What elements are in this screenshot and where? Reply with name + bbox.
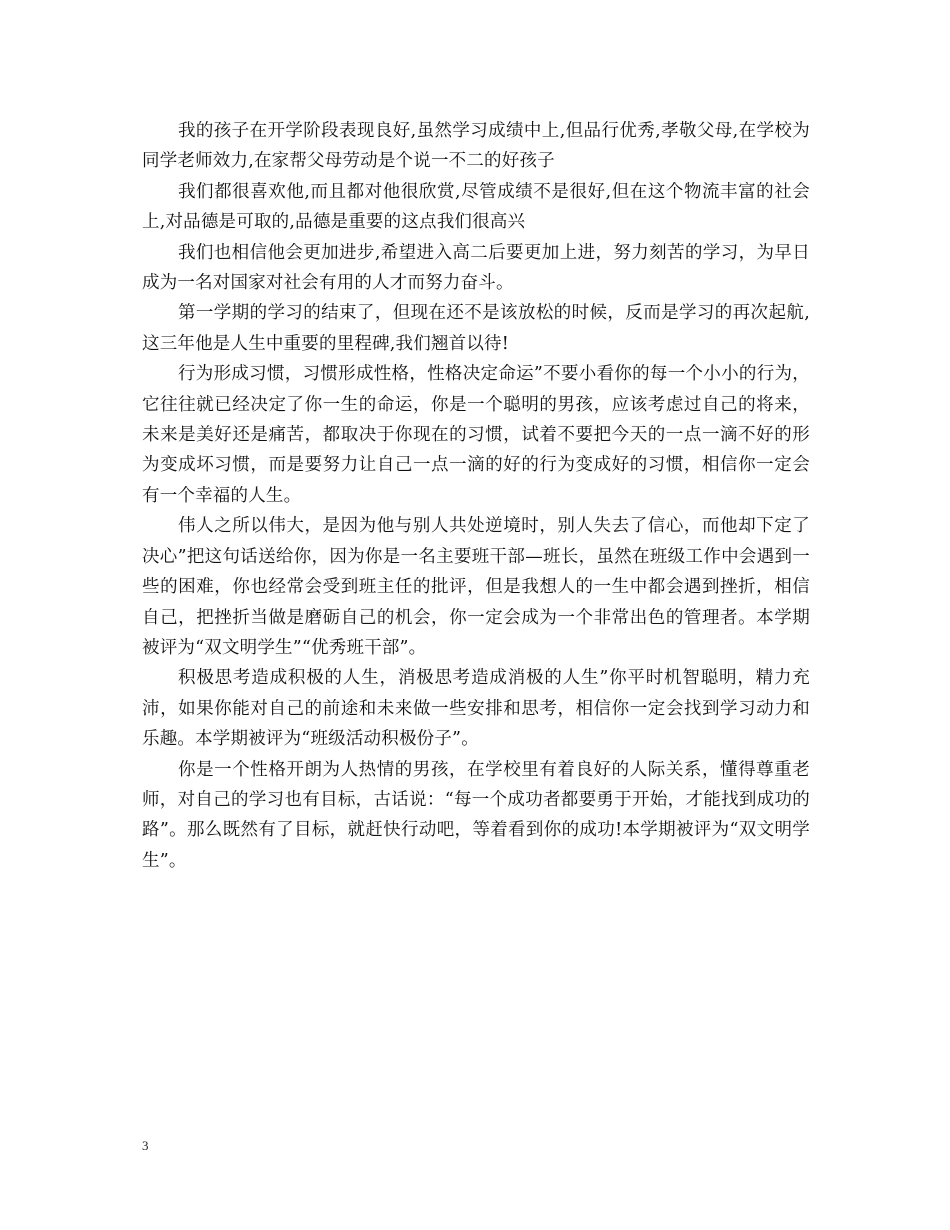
paragraph-2: 我们都很喜欢他,而且都对他很欣赏,尽管成绩不是很好,但在这个物流丰富的社会上,对品德是可取的,品德是重要的这点我们很高兴 (142, 181, 810, 233)
paragraph-8: 你是一个性格开朗为人热情的男孩，在学校里有着良好的人际关系，懂得尊重老师，对自己的学习也有目标，古话说：“每一个成功者都要勇于开始，才能找到成功的路”。那么既然有了目标，就赶快行动吧，等着看到你的成功!本学期被评为“双文明学生”。 (142, 759, 810, 871)
document-body (142, 116, 810, 876)
paragraph-4: 第一学期的学习的结束了，但现在还不是该放松的时候，反而是学习的再次起航,这三年他是人生中重要的里程碑,我们翘首以待! (142, 303, 810, 354)
paragraph-1: 我的孩子在开学阶段表现良好,虽然学习成绩中上,但品行优秀,孝敬父母,在学校为同学老师效力,在家帮父母劳动是个说一不二的好孩子 (142, 121, 810, 172)
paragraph-5: 行为形成习惯，习惯形成性格，性格决定命运”不要小看你的每一个小小的行为，它往往就已经决定了你一生的命运，你是一个聪明的男孩，应该考虑过自己的将来，未来是美好还是痛苦，都取决于你现在的习惯，试着不要把今天的一点一滴不好的形为变成坏习惯，而是要努力让自己一点一滴的好的行为变成好的习惯，相信你一定会有一个幸福的人生。 (142, 364, 810, 506)
paragraph-6: 伟人之所以伟大，是因为他与别人共处逆境时，别人失去了信心，而他却下定了决心”把这句话送给你，因为你是一名主要班干部—班长，虽然在班级工作中会遇到一些的困难，你也经常会受到班主任的批评，但是我想人的一生中都会遇到挫折，相信自己，把挫折当做是磨砺自己的机会，你一定会成为一个非常出色的管理者。本学期被评为“双文明学生”“优秀班干部”。 (142, 516, 810, 658)
paragraph-3: 我们也相信他会更加进步,希望进入高二后要更加上进，努力刻苦的学习，为早日成为一名对国家对社会有用的人才而努力奋斗。 (142, 242, 810, 294)
page-number: 3 (142, 1138, 149, 1153)
paragraph-7: 积极思考造成积极的人生，消极思考造成消极的人生”你平时机智聪明，精力充沛，如果你能对自己的前途和未来做一些安排和思考，相信你一定会找到学习动力和乐趣。本学期被评为“班级活动积极份子”。 (142, 668, 810, 750)
